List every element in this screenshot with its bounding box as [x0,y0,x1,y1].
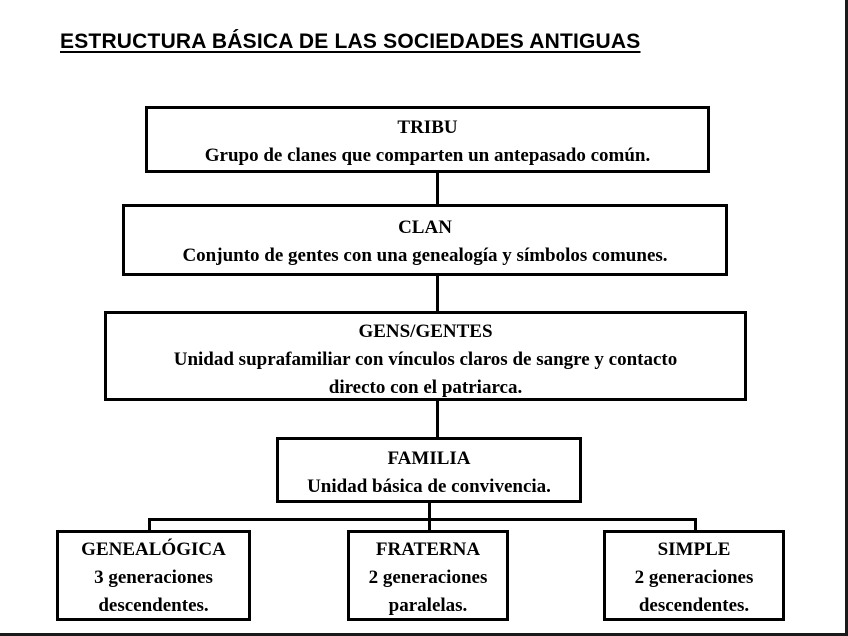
node-clan-name: CLAN [398,217,452,238]
node-clan [122,204,728,276]
node-gens-desc-line1: Unidad suprafamiliar con vínculos claros de sangre y contacto [173,349,678,370]
node-fraterna-name: FRATERNA [375,539,481,560]
node-fraterna [347,530,509,621]
connector-branch-genealogica [148,518,151,530]
node-familia-desc: Unidad básica de convivencia. [307,476,551,497]
connector-gens-familia [436,401,439,437]
node-genealogica-name: GENEALÓGICA [81,539,226,560]
connector-branch-simple [694,518,697,530]
diagram-title: ESTRUCTURA BÁSICA DE LAS SOCIEDADES ANTIGUAS [60,30,641,53]
node-genealogica [56,530,251,621]
connector-branch-horizontal [148,518,697,521]
node-familia [276,437,582,503]
connector-clan-gens [436,276,439,311]
node-gens [104,311,747,401]
node-genealogica-desc-line2: descendentes. [98,595,209,616]
node-gens-name: GENS/GENTES [358,321,493,342]
node-simple-desc-line2: descendentes. [638,595,750,616]
connector-branch-fraterna [428,518,431,530]
node-fraterna-desc-line1: 2 generaciones [368,567,488,588]
node-tribu-desc: Grupo de clanes que comparten un antepasado común. [204,145,651,166]
node-genealogica-desc-line1: 3 generaciones [94,567,213,588]
node-gens-desc-line2: directo con el patriarca. [328,377,523,398]
node-simple [603,530,785,621]
node-tribu-name: TRIBU [397,117,458,138]
node-fraterna-desc-line2: paralelas. [388,595,468,616]
connector-tribu-clan [436,173,439,204]
node-tribu [145,106,710,173]
node-simple-desc-line1: 2 generaciones [634,567,754,588]
node-clan-desc: Conjunto de gentes con una genealogía y símbolos comunes. [182,245,668,266]
node-simple-name: SIMPLE [657,539,731,560]
node-familia-name: FAMILIA [387,448,471,469]
